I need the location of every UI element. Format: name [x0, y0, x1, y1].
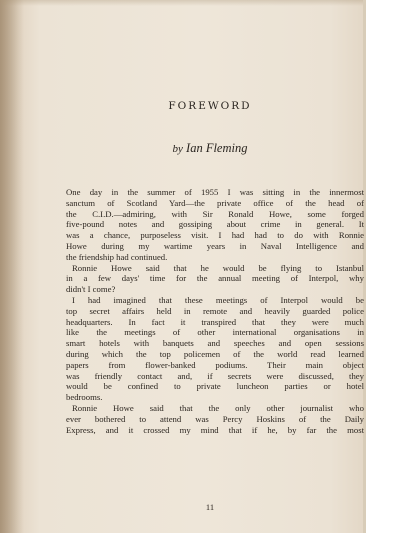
- byline-author: Ian Fleming: [186, 141, 248, 155]
- body-line: Express, and it crossed my mind that if he, by far the most: [66, 424, 364, 435]
- body-line: Ronnie Howe said that the only other journalist who: [72, 402, 364, 413]
- foreword-body: [66, 187, 364, 435]
- book-gutter-shadow: [0, 0, 24, 533]
- byline: [60, 141, 360, 156]
- body-line: bedrooms.: [66, 392, 103, 403]
- body-line: in a few days' time for the annual meeting of Interpol, why: [66, 273, 364, 284]
- body-line: papers from flower-banked podiums. Their main object: [66, 359, 364, 370]
- body-line: didn't I come?: [66, 284, 116, 295]
- body-line: One day in the summer of 1955 I was sitting in the innermost: [66, 187, 364, 197]
- body-line: ever bothered to attend was Percy Hoskins of the Daily: [66, 413, 364, 424]
- foreword-heading: FOREWORD: [168, 100, 252, 112]
- body-line: I had imagined that these meetings of Interpol would be: [72, 294, 364, 305]
- body-line: smart hotels with banquets and speeches and open sessions: [66, 338, 364, 349]
- body-line: like the meetings of other international organisations in: [66, 327, 364, 338]
- body-line: was friendly contact and, if secrets were discussed, they: [66, 370, 364, 381]
- body-line: the friendship had continued.: [66, 251, 168, 262]
- page-number: 11: [205, 502, 215, 512]
- body-line: headquarters. In fact it transpired that they were much: [66, 316, 364, 327]
- page-top-shadow: [0, 0, 366, 6]
- body-line: was a chance, purposeless visit. I had had to do with Ronnie: [66, 230, 364, 241]
- body-line: Ronnie Howe said that he would be flying to Istanbul: [72, 262, 364, 273]
- body-line: would be confined to private luncheon parties or hotel: [66, 381, 364, 392]
- body-line: five-pound notes and gossiping about crime in general. It: [66, 219, 364, 230]
- body-line: the C.I.D.—admiring, with Sir Ronald Howe, some forged: [66, 208, 364, 219]
- body-line: sanctum of Scotland Yard—the private office of the head of: [66, 197, 364, 208]
- body-line: Howe during my wartime years in Naval Intelligence and: [66, 240, 364, 251]
- byline-prefix: by: [172, 143, 183, 155]
- body-line: during which the top policemen of the world read learned: [66, 348, 364, 359]
- body-line: top secret affairs held in remote and heavily guarded police: [66, 305, 364, 316]
